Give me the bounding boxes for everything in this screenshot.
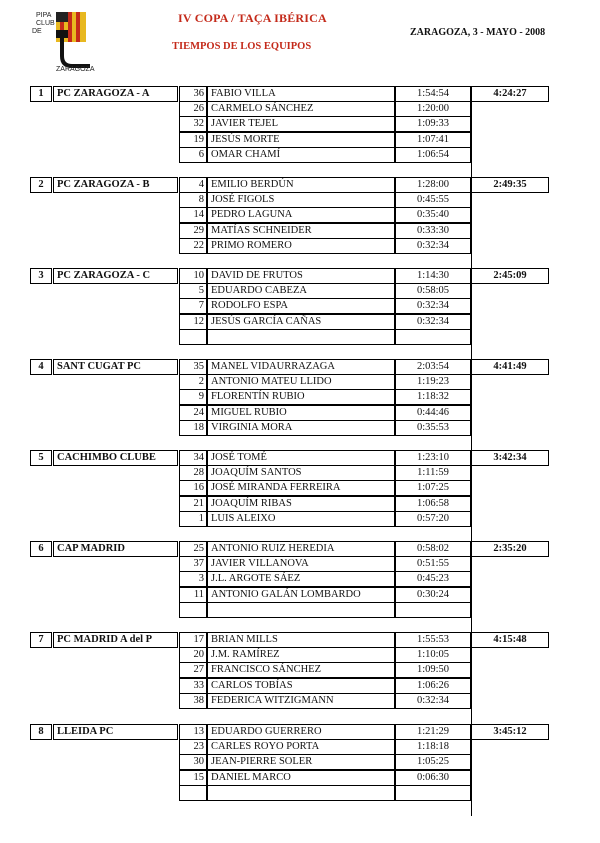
player-number: 27	[179, 662, 207, 678]
player-name: MANEL VIDAURRAZAGA	[207, 359, 395, 375]
player-time: 1:06:54	[395, 147, 471, 163]
player-time: 0:35:53	[395, 420, 471, 436]
player-time: 1:55:53	[395, 632, 471, 648]
player-number: 2	[179, 374, 207, 390]
team-total-time: 2:49:35	[471, 177, 549, 193]
team-total-time: 2:35:20	[471, 541, 549, 557]
player-number: 17	[179, 632, 207, 648]
player-name: FRANCISCO SÁNCHEZ	[207, 662, 395, 678]
player-name: BRIAN MILLS	[207, 632, 395, 648]
player-name: EDUARDO GUERRERO	[207, 724, 395, 740]
player-name: JOAQUÍM RIBAS	[207, 496, 395, 512]
player-name: FLORENTÍN RUBIO	[207, 389, 395, 405]
player-number: 25	[179, 541, 207, 557]
player-number: 33	[179, 678, 207, 694]
player-time: 1:10:05	[395, 647, 471, 663]
player-number: 3	[179, 571, 207, 587]
team-name: SANT CUGAT PC	[53, 359, 178, 375]
player-number: 24	[179, 405, 207, 421]
player-number: 15	[179, 770, 207, 786]
player-name: J.L. ARGOTE SÁEZ	[207, 571, 395, 587]
team-name: PC ZARAGOZA - B	[53, 177, 178, 193]
player-number: 8	[179, 192, 207, 208]
team-total-time: 2:45:09	[471, 268, 549, 284]
player-number: 29	[179, 223, 207, 239]
logo-line-2: CLUB	[36, 20, 55, 27]
pipe-flag-icon	[50, 10, 94, 70]
player-time: 0:06:30	[395, 770, 471, 786]
team-total-time: 4:15:48	[471, 632, 549, 648]
player-number: 28	[179, 465, 207, 481]
team-rank: 5	[30, 450, 52, 466]
team-name: PC ZARAGOZA - A	[53, 86, 178, 102]
player-name: CARLES ROYO PORTA	[207, 739, 395, 755]
player-name: JEAN-PIERRE SOLER	[207, 754, 395, 770]
player-time: 1:09:50	[395, 662, 471, 678]
player-number: 4	[179, 177, 207, 193]
player-time: 1:19:23	[395, 374, 471, 390]
player-time	[395, 602, 471, 618]
player-name: VIRGINIA MORA	[207, 420, 395, 436]
player-time: 0:32:34	[395, 693, 471, 709]
player-name: JESÚS GARCÍA CAÑAS	[207, 314, 395, 330]
player-time	[395, 329, 471, 345]
column-divider	[471, 556, 472, 633]
player-name: PRIMO ROMERO	[207, 238, 395, 254]
player-name	[207, 329, 395, 345]
club-logo	[22, 10, 94, 76]
column-divider	[471, 739, 472, 816]
player-name: EDUARDO CABEZA	[207, 283, 395, 299]
player-time: 0:58:02	[395, 541, 471, 557]
player-time: 0:33:30	[395, 223, 471, 239]
logo-line-1: PIPA	[36, 12, 52, 19]
player-time: 1:21:29	[395, 724, 471, 740]
team-total-time: 3:45:12	[471, 724, 549, 740]
player-time: 1:14:30	[395, 268, 471, 284]
player-number: 32	[179, 116, 207, 132]
player-time: 1:28:00	[395, 177, 471, 193]
player-time: 0:44:46	[395, 405, 471, 421]
player-time: 2:03:54	[395, 359, 471, 375]
page-subtitle: TIEMPOS DE LOS EQUIPOS	[172, 41, 312, 52]
player-number: 12	[179, 314, 207, 330]
player-time: 1:07:25	[395, 480, 471, 496]
player-time: 0:32:34	[395, 238, 471, 254]
player-name: JOAQUÍM SANTOS	[207, 465, 395, 481]
team-total-time: 3:42:34	[471, 450, 549, 466]
player-name	[207, 602, 395, 618]
player-name: MATÍAS SCHNEIDER	[207, 223, 395, 239]
player-number	[179, 785, 207, 801]
player-name: RODOLFO ESPA	[207, 298, 395, 314]
player-time: 0:30:24	[395, 587, 471, 603]
player-time: 1:18:18	[395, 739, 471, 755]
player-name: JAVIER VILLANOVA	[207, 556, 395, 572]
player-time: 0:45:23	[395, 571, 471, 587]
player-time: 0:45:55	[395, 192, 471, 208]
player-name: JOSÉ FIGOLS	[207, 192, 395, 208]
player-number: 20	[179, 647, 207, 663]
player-time: 0:57:20	[395, 511, 471, 527]
player-number: 30	[179, 754, 207, 770]
team-name: CACHIMBO CLUBE	[53, 450, 178, 466]
player-number: 23	[179, 739, 207, 755]
team-rank: 7	[30, 632, 52, 648]
player-name: FEDERICA WITZIGMANN	[207, 693, 395, 709]
page-title: IV COPA / TAÇA IBÉRICA	[178, 11, 327, 25]
player-time: 1:54:54	[395, 86, 471, 102]
player-time: 1:11:59	[395, 465, 471, 481]
player-number: 11	[179, 587, 207, 603]
logo-city: ZARAGOZA	[56, 66, 95, 73]
player-number: 18	[179, 420, 207, 436]
player-time: 1:05:25	[395, 754, 471, 770]
team-name: CAP MADRID	[53, 541, 178, 557]
team-rank: 4	[30, 359, 52, 375]
player-name: JOSÉ TOMÉ	[207, 450, 395, 466]
player-time: 0:32:34	[395, 298, 471, 314]
player-time: 0:32:34	[395, 314, 471, 330]
player-name: JOSÉ MIRANDA FERREIRA	[207, 480, 395, 496]
team-rank: 3	[30, 268, 52, 284]
player-number: 16	[179, 480, 207, 496]
player-time: 0:35:40	[395, 207, 471, 223]
column-divider	[471, 465, 472, 542]
column-divider	[471, 101, 472, 178]
player-time: 1:09:33	[395, 116, 471, 132]
player-name: ANTONIO MATEU LLIDO	[207, 374, 395, 390]
player-name: ANTONIO GALÁN LOMBARDO	[207, 587, 395, 603]
team-rank: 6	[30, 541, 52, 557]
player-number: 10	[179, 268, 207, 284]
player-number: 1	[179, 511, 207, 527]
player-name: CARMELO SÁNCHEZ	[207, 101, 395, 117]
team-total-time: 4:24:27	[471, 86, 549, 102]
player-time: 1:20:00	[395, 101, 471, 117]
player-number: 36	[179, 86, 207, 102]
player-name: LUIS ALEIXO	[207, 511, 395, 527]
team-name: PC MADRID A del P	[53, 632, 178, 648]
player-name: CARLOS TOBÍAS	[207, 678, 395, 694]
player-number: 34	[179, 450, 207, 466]
team-name: PC ZARAGOZA - C	[53, 268, 178, 284]
player-number	[179, 602, 207, 618]
player-name: EMILIO BERDÚN	[207, 177, 395, 193]
player-number: 14	[179, 207, 207, 223]
team-rank: 1	[30, 86, 52, 102]
player-name: FABIO VILLA	[207, 86, 395, 102]
player-name: MIGUEL RUBIO	[207, 405, 395, 421]
player-number: 5	[179, 283, 207, 299]
column-divider	[471, 647, 472, 724]
player-time: 1:18:32	[395, 389, 471, 405]
player-time: 1:07:41	[395, 132, 471, 148]
player-name: ANTONIO RUIZ HEREDIA	[207, 541, 395, 557]
player-number: 7	[179, 298, 207, 314]
event-date: ZARAGOZA, 3 - MAYO - 2008	[410, 27, 546, 38]
player-number: 38	[179, 693, 207, 709]
player-number: 19	[179, 132, 207, 148]
player-name: OMAR CHAMÍ	[207, 147, 395, 163]
player-number: 35	[179, 359, 207, 375]
player-number: 26	[179, 101, 207, 117]
player-time: 0:58:05	[395, 283, 471, 299]
column-divider	[471, 283, 472, 360]
player-number: 37	[179, 556, 207, 572]
player-name: DANIEL MARCO	[207, 770, 395, 786]
player-number: 13	[179, 724, 207, 740]
logo-line-3: DE	[32, 28, 42, 35]
player-name: J.M. RAMÍREZ	[207, 647, 395, 663]
player-number: 9	[179, 389, 207, 405]
player-number	[179, 329, 207, 345]
player-time: 1:06:58	[395, 496, 471, 512]
player-number: 6	[179, 147, 207, 163]
player-name: DAVID DE FRUTOS	[207, 268, 395, 284]
player-number: 22	[179, 238, 207, 254]
player-name	[207, 785, 395, 801]
team-total-time: 4:41:49	[471, 359, 549, 375]
player-name: JAVIER TEJEL	[207, 116, 395, 132]
column-divider	[471, 374, 472, 451]
player-number: 21	[179, 496, 207, 512]
player-time: 1:23:10	[395, 450, 471, 466]
player-time: 1:06:26	[395, 678, 471, 694]
team-rank: 8	[30, 724, 52, 740]
column-divider	[471, 192, 472, 269]
team-name: LLEIDA PC	[53, 724, 178, 740]
player-time	[395, 785, 471, 801]
player-time: 0:51:55	[395, 556, 471, 572]
player-name: JESÚS MORTE	[207, 132, 395, 148]
team-rank: 2	[30, 177, 52, 193]
player-name: PEDRO LAGUNA	[207, 207, 395, 223]
